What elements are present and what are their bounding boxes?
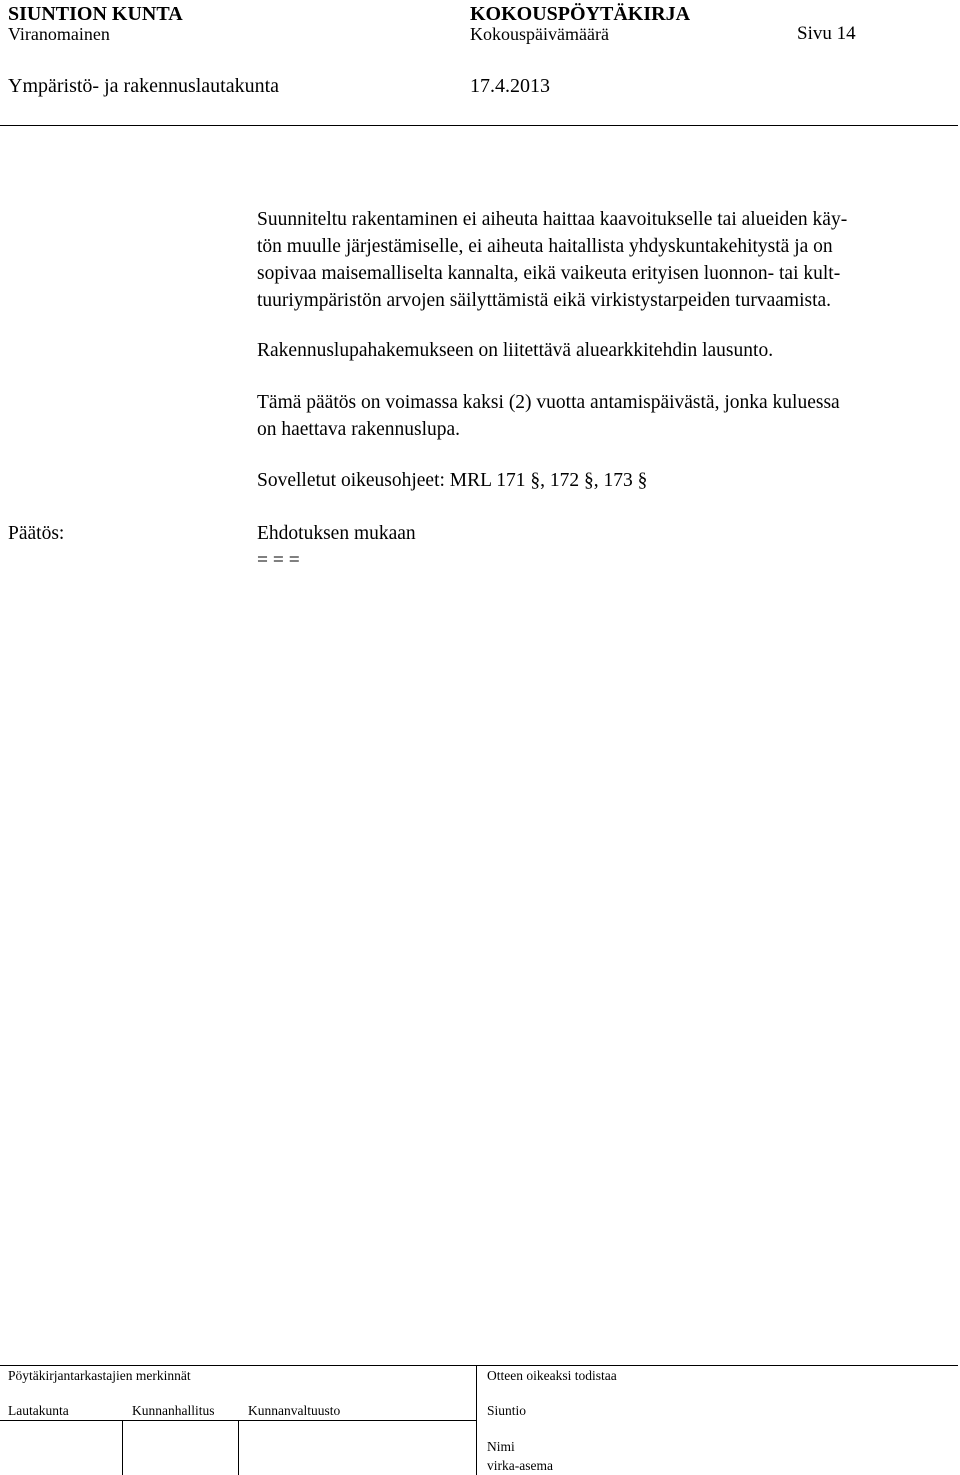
decision-text: Ehdotuksen mukaan bbox=[257, 523, 416, 544]
applied-rules bbox=[257, 467, 947, 494]
meeting-date: 17.4.2013 bbox=[470, 75, 550, 97]
paragraph-attachment bbox=[257, 337, 947, 364]
paragraph-line: sopivaa maisemalliselta kannalta, eikä vaikeuta erityisen luonnon- tai kult- bbox=[257, 263, 841, 284]
notes-label: Pöytäkirjantarkastajien merkinnät bbox=[8, 1368, 191, 1383]
applied-rules-text: Sovelletut oikeusohjeet: MRL 171 §, 172 §, 173 § bbox=[257, 470, 648, 491]
footer-top-border bbox=[0, 1365, 958, 1366]
authority-name: Ympäristö- ja rakennuslautakunta bbox=[8, 75, 280, 97]
meeting-date-label: Kokouspäivämäärä bbox=[470, 24, 609, 44]
footer-cell-divider-2 bbox=[238, 1420, 239, 1475]
certified-label: Otteen oikeaksi todistaa bbox=[487, 1368, 617, 1383]
authority-label: Viranomainen bbox=[8, 24, 110, 44]
header-divider bbox=[0, 125, 958, 126]
footer-col-executive: Kunnanhallitus bbox=[132, 1403, 215, 1418]
paragraph-line: tön muulle järjestämiselle, ei aiheuta haitallista yhdyskuntakehitystä ja on bbox=[257, 236, 833, 257]
paragraph-validity bbox=[257, 389, 947, 443]
paragraph-assessment bbox=[257, 206, 947, 314]
footer-col-council: Kunnanvaltuusto bbox=[248, 1403, 341, 1418]
paragraph-line: Tämä päätös on voimassa kaksi (2) vuotta antamispäivästä, jonka kuluessa bbox=[257, 392, 840, 413]
municipality-name: SIUNTION KUNTA bbox=[8, 3, 183, 25]
paragraph-line: Rakennuslupahakemukseen on liitettävä aluearkkitehdin lausunto. bbox=[257, 340, 774, 361]
footer-mid-border bbox=[0, 1420, 476, 1421]
footer-col-board: Lautakunta bbox=[8, 1403, 69, 1418]
footer-cell-divider-1 bbox=[122, 1420, 123, 1475]
paragraph-line: tuuriympäristön arvojen säilyttämistä eikä virkistystarpeiden turvaamista. bbox=[257, 290, 832, 311]
footer-name-label: Nimi bbox=[487, 1439, 515, 1454]
paragraph-line: Suunniteltu rakentaminen ei aiheuta haittaa kaavoitukselle tai alueiden käy- bbox=[257, 209, 848, 230]
footer-place: Siuntio bbox=[487, 1403, 527, 1418]
footer-center-divider bbox=[476, 1365, 477, 1475]
paragraph-line: on haettava rakennuslupa. bbox=[257, 419, 461, 440]
page-number: Sivu 14 bbox=[797, 23, 856, 44]
footer-position-label: virka-asema bbox=[487, 1458, 553, 1473]
document-type: KOKOUSPÖYTÄKIRJA bbox=[470, 3, 691, 25]
decision-label: Päätös: bbox=[8, 523, 65, 544]
end-mark: = = = bbox=[257, 550, 300, 571]
